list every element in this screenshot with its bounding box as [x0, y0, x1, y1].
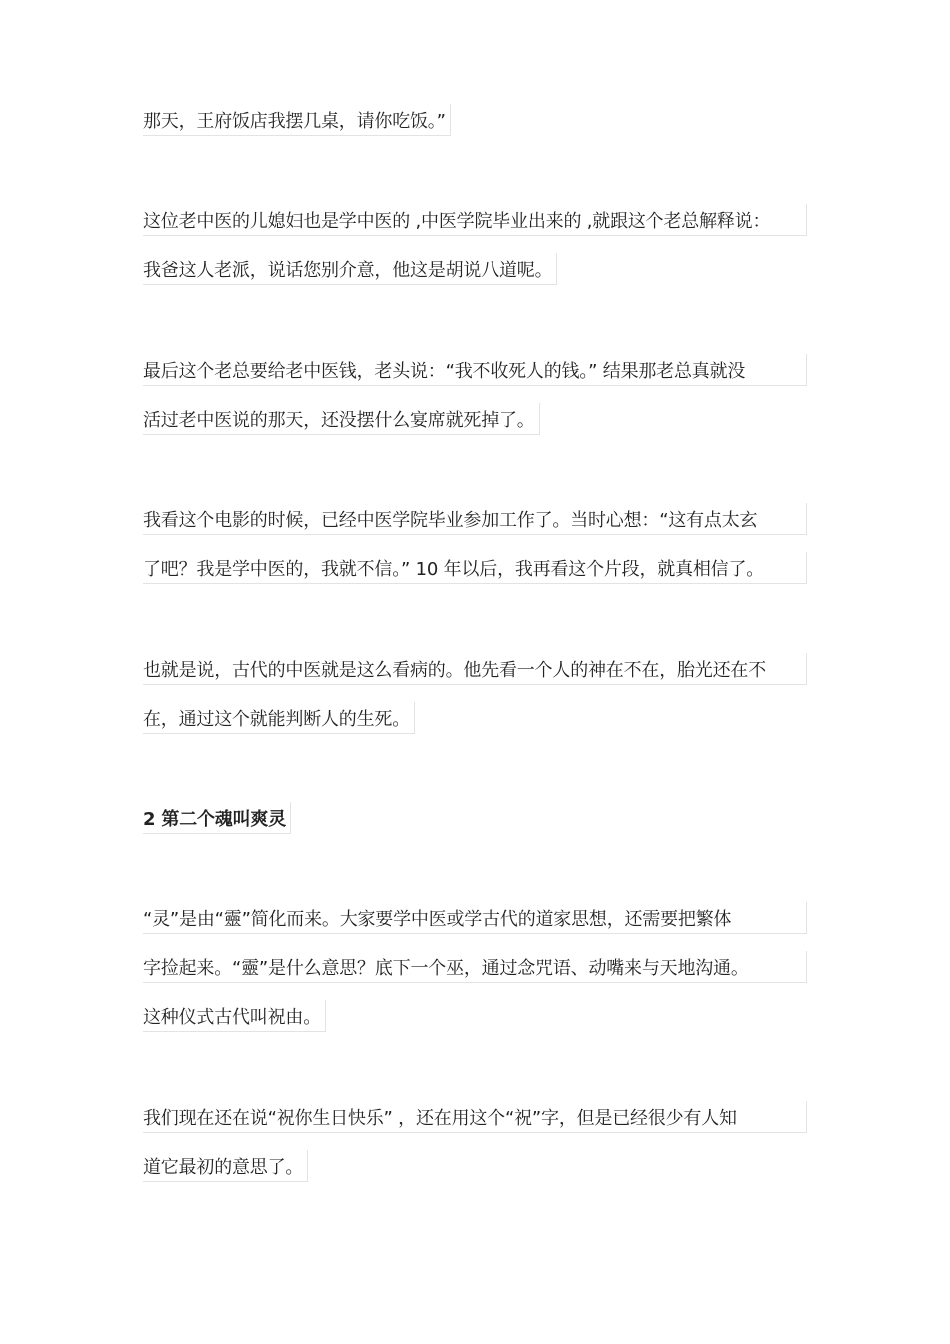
paragraph-3: [143, 354, 807, 452]
text-line: [143, 902, 807, 951]
text-line-content: 在，通过这个就能判断人的生死。: [143, 702, 415, 734]
text-line: [143, 354, 807, 403]
text-line-content: 最后这个老总要给老中医钱，老头说：“我不收死人的钱。” 结果那老总真就没: [143, 354, 807, 386]
text-line: [143, 653, 807, 702]
paragraph-2: [143, 204, 807, 302]
text-line-content: 也就是说，古代的中医就是这么看病的。他先看一个人的神在不在，胎光还在不: [143, 653, 807, 685]
text-line-content: 活过老中医说的那天，还没摆什么宴席就死掉了。: [143, 403, 540, 435]
text-line-content: 道它最初的意思了。: [143, 1150, 308, 1182]
text-line-content: 那天，王府饭店我摆几桌，请你吃饭。”: [143, 104, 451, 136]
text-line-content: 字捡起来。“靈”是什么意思？底下一个巫，通过念咒语、动嘴来与天地沟通。: [143, 951, 807, 983]
text-line: [143, 702, 807, 751]
text-line: [143, 1000, 807, 1049]
paragraph-7: [143, 1101, 807, 1199]
text-line: [143, 951, 807, 1000]
text-line-content: 这种仪式古代叫祝由。: [143, 1000, 326, 1032]
text-line: [143, 503, 807, 552]
text-line-content: 这位老中医的儿媳妇也是学中医的 ,中医学院毕业出来的 ,就跟这个老总解释说：: [143, 204, 807, 236]
paragraph-1: [143, 104, 451, 153]
text-line: [143, 204, 807, 253]
paragraph-4: [143, 503, 807, 601]
text-line-content: 我们现在还在说“祝你生日快乐” ，还在用这个“祝”字，但是已经很少有人知: [143, 1101, 807, 1133]
text-line: [143, 403, 807, 452]
section-heading: [143, 802, 291, 851]
text-line: [143, 104, 451, 153]
paragraph-5: [143, 653, 807, 751]
heading-text: 2 第二个魂叫爽灵: [143, 802, 291, 834]
text-line: [143, 552, 807, 601]
text-line-content: 我看这个电影的时候，已经中医学院毕业参加工作了。当时心想：“这有点太玄: [143, 503, 807, 535]
paragraph-6: [143, 902, 807, 1049]
heading-line: [143, 802, 291, 851]
text-line: [143, 1101, 807, 1150]
text-line-content: “灵”是由“靈”简化而来。大家要学中医或学古代的道家思想，还需要把繁体: [143, 902, 807, 934]
text-line-content: 了吧？我是学中医的，我就不信。” 10 年以后，我再看这个片段，就真相信了。: [143, 552, 807, 584]
text-line-content: 我爸这人老派，说话您别介意，他这是胡说八道呢。: [143, 253, 557, 285]
text-line: [143, 1150, 807, 1199]
text-line: [143, 253, 807, 302]
